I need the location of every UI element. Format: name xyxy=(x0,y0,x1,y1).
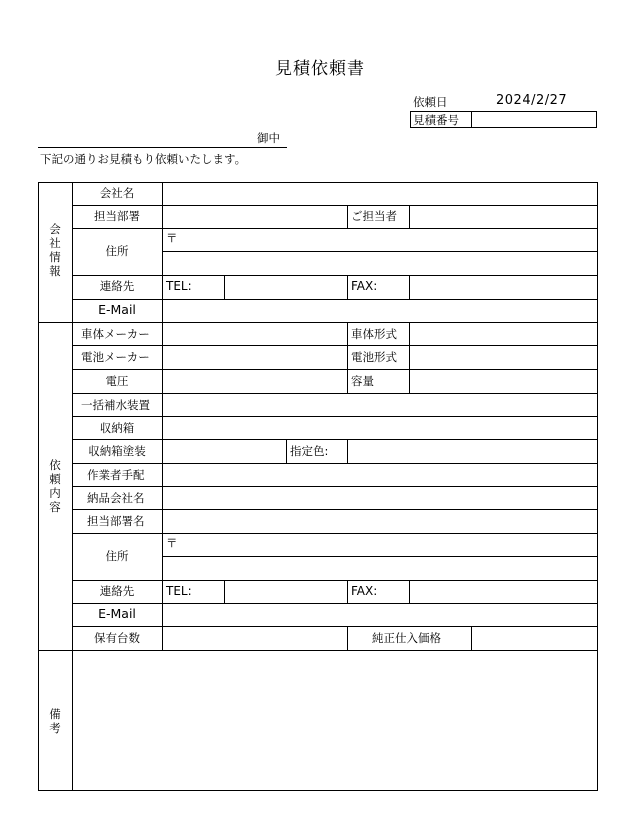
body-model-label: 車体形式 xyxy=(351,327,397,341)
delivery-tel-field[interactable] xyxy=(225,581,347,603)
delivery-email-field[interactable] xyxy=(163,604,597,626)
request-content-side-label: 依 頼 内 容 xyxy=(49,458,61,514)
company-address-field[interactable] xyxy=(163,252,597,275)
company-contact-label: 連絡先 xyxy=(99,279,135,293)
company-email-field[interactable] xyxy=(163,300,597,322)
company-address-label: 住所 xyxy=(105,244,129,258)
body-maker-label: 車体メーカー xyxy=(81,327,150,341)
delivery-dept-label: 担当部署名 xyxy=(87,514,145,528)
delivery-fax-label: FAX: xyxy=(351,584,378,598)
honorific-onchu: 御中 xyxy=(257,131,280,145)
units-owned-field[interactable] xyxy=(163,627,347,650)
delivery-company-label: 納品会社名 xyxy=(87,491,145,505)
company-email-label: E-Mail xyxy=(98,302,136,317)
delivery-postal-field[interactable] xyxy=(180,534,597,556)
delivery-contact-label: 連絡先 xyxy=(99,584,135,598)
company-fax-label: FAX: xyxy=(351,279,378,293)
person-in-charge-field[interactable] xyxy=(410,206,597,228)
genuine-price-label: 純正仕入価格 xyxy=(372,631,441,645)
remarks-field[interactable] xyxy=(73,651,597,790)
body-maker-field[interactable] xyxy=(163,323,347,345)
delivery-tel-label: TEL: xyxy=(166,584,192,598)
battery-model-field[interactable] xyxy=(410,346,597,369)
request-date-label: 依頼日 xyxy=(413,95,448,109)
battery-model-label: 電池形式 xyxy=(351,350,397,364)
storage-box-field[interactable] xyxy=(163,417,597,439)
company-postal-mark: 〒 xyxy=(166,231,178,245)
request-date-value[interactable]: 2024/2/27 xyxy=(496,93,568,108)
company-name-field[interactable] xyxy=(163,183,597,205)
specified-color-field[interactable] xyxy=(348,440,597,463)
person-in-charge-label: ご担当者 xyxy=(351,209,397,223)
bulk-water-label: 一括補水装置 xyxy=(81,398,150,412)
genuine-price-field[interactable] xyxy=(472,627,597,650)
capacity-field[interactable] xyxy=(410,370,597,393)
company-tel-field[interactable] xyxy=(225,276,347,299)
capacity-label: 容量 xyxy=(351,374,374,388)
voltage-label: 電圧 xyxy=(105,374,129,388)
storage-box-label: 収納箱 xyxy=(99,421,135,435)
worker-arrange-field[interactable] xyxy=(163,464,597,486)
units-owned-label: 保有台数 xyxy=(94,631,140,645)
addressee-line xyxy=(38,147,287,148)
battery-maker-label: 電池メーカー xyxy=(81,350,150,364)
company-fax-field[interactable] xyxy=(410,276,597,299)
delivery-postal-mark: 〒 xyxy=(166,536,178,550)
company-postal-field[interactable] xyxy=(180,229,597,251)
delivery-address-label: 住所 xyxy=(105,549,129,563)
document-title: 見積依頼書 xyxy=(275,59,365,79)
body-model-field[interactable] xyxy=(410,323,597,345)
delivery-address-field[interactable] xyxy=(163,557,597,580)
department-label: 担当部署 xyxy=(94,209,140,223)
specified-color-label: 指定色: xyxy=(290,444,329,458)
company-info-side-label: 会 社 情 報 xyxy=(49,222,61,278)
intro-text: 下記の通りお見積もり依頼いたします。 xyxy=(40,152,247,166)
delivery-email-label: E-Mail xyxy=(98,606,136,621)
battery-maker-field[interactable] xyxy=(163,346,347,369)
voltage-field[interactable] xyxy=(163,370,347,393)
delivery-fax-field[interactable] xyxy=(410,581,597,603)
remarks-side-label: 備 考 xyxy=(49,707,61,735)
delivery-company-field[interactable] xyxy=(163,487,597,509)
bulk-water-field[interactable] xyxy=(163,394,597,416)
box-paint-field[interactable] xyxy=(163,440,286,463)
company-tel-label: TEL: xyxy=(166,279,192,293)
worker-arrange-label: 作業者手配 xyxy=(87,468,145,482)
box-paint-label: 収納箱塗装 xyxy=(88,444,146,458)
delivery-dept-field[interactable] xyxy=(163,510,597,533)
estimate-number-label: 見積番号 xyxy=(413,113,459,127)
company-name-label: 会社名 xyxy=(99,186,135,200)
department-field[interactable] xyxy=(163,206,347,228)
